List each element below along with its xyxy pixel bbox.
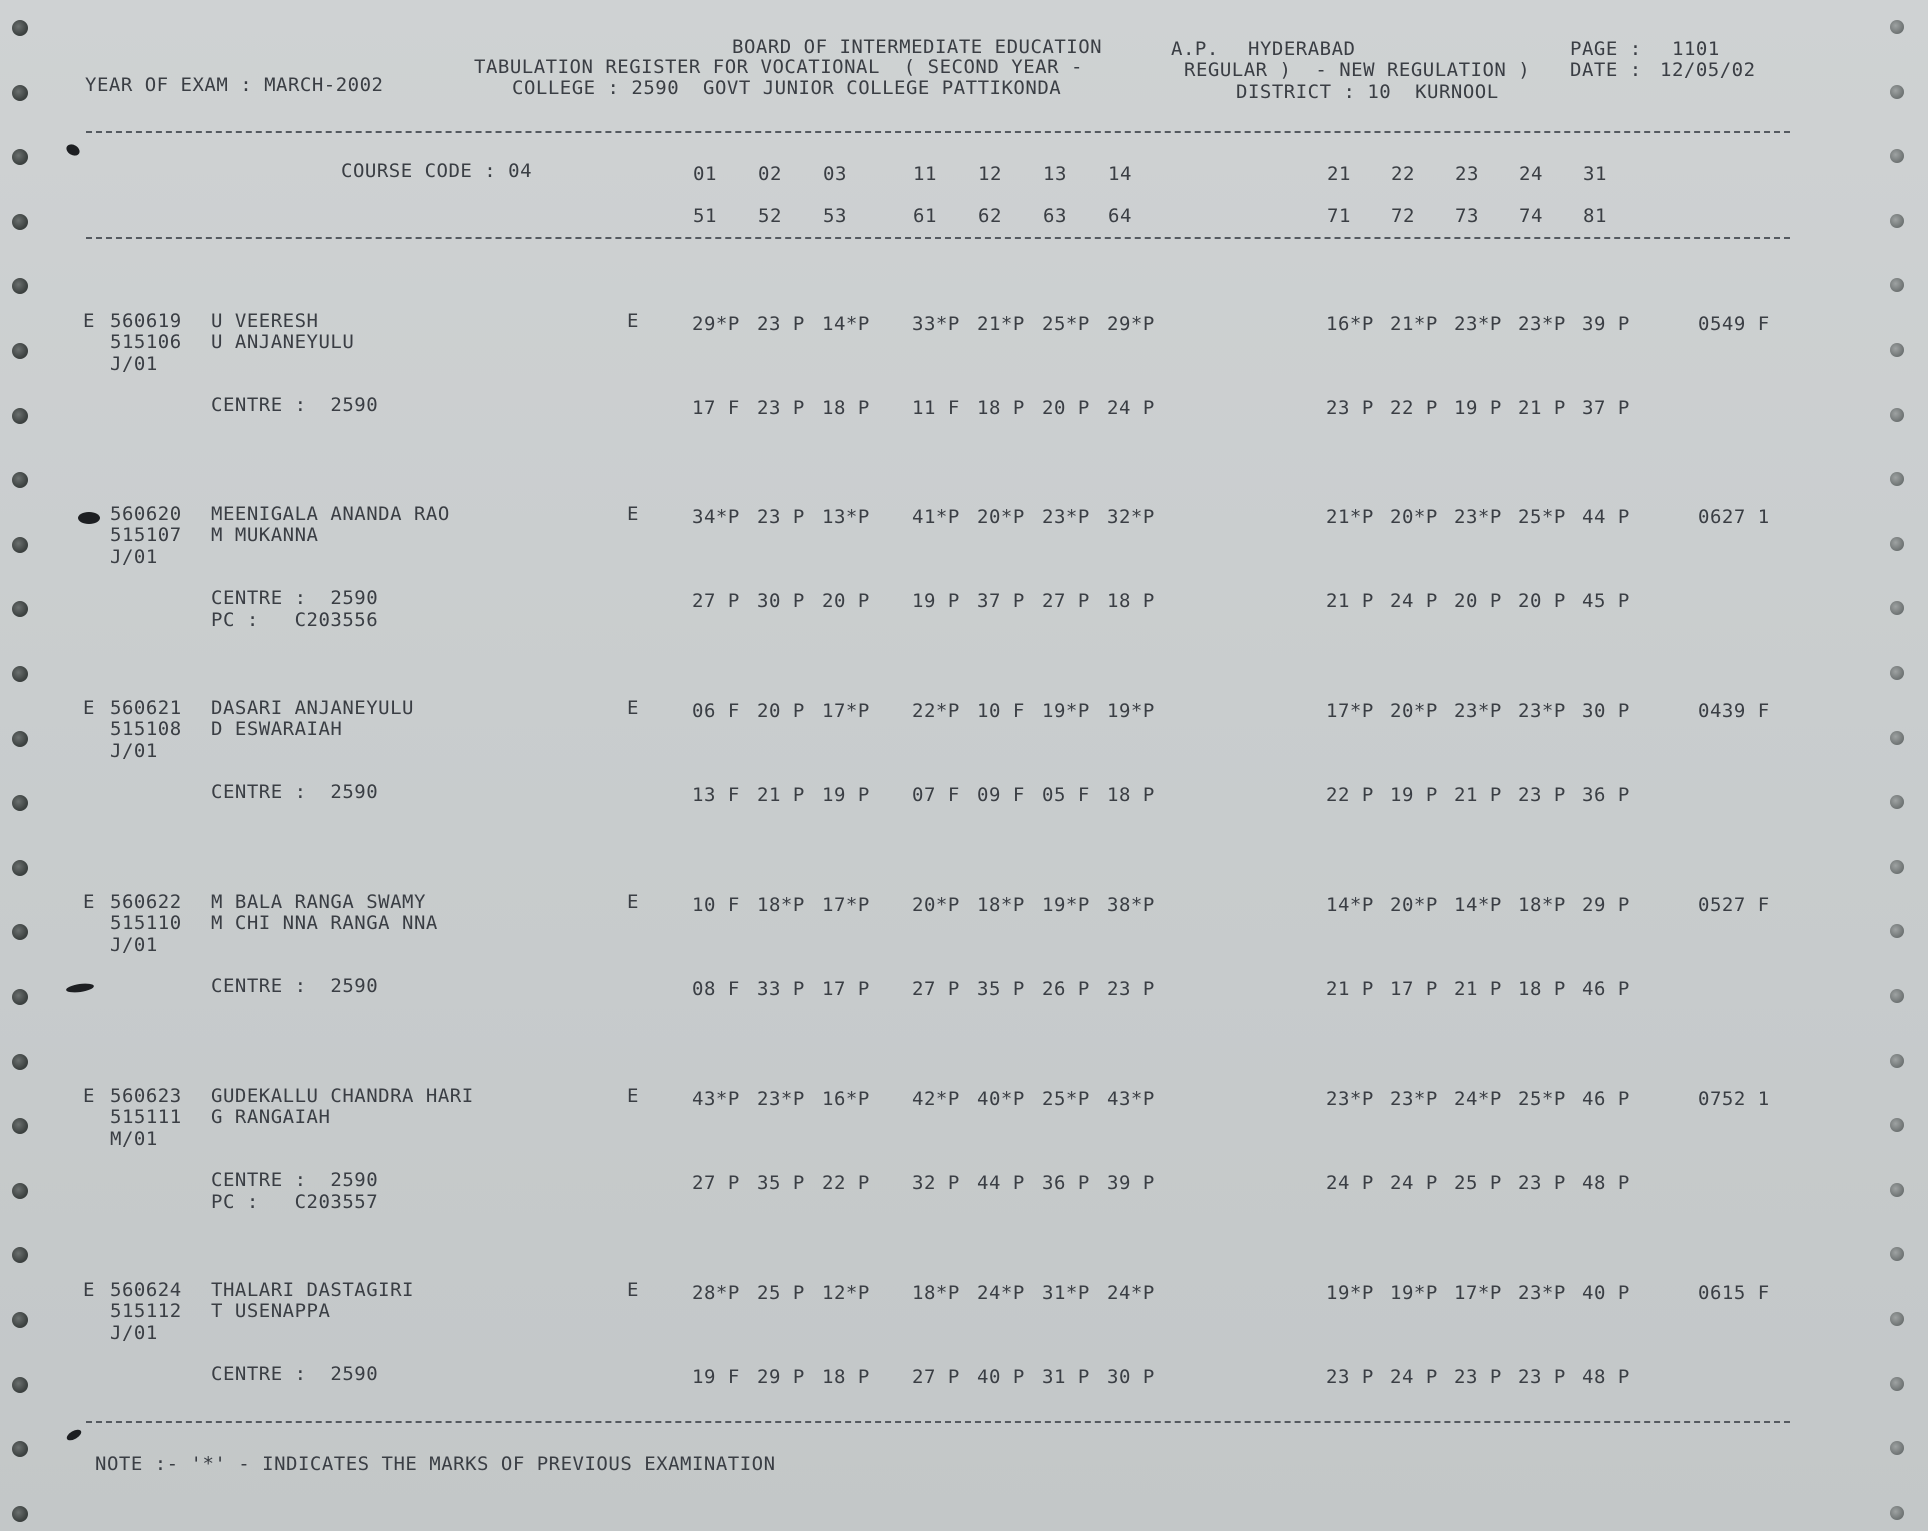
mark-second: 23 P	[1454, 1366, 1502, 1388]
mark-second: 07 F	[912, 784, 960, 806]
subject-code: 72	[1391, 205, 1415, 227]
mark-second: 48 P	[1582, 1172, 1630, 1194]
roll-number: 560621	[110, 697, 182, 719]
mark-current: 14*P	[1454, 894, 1502, 916]
student-name: GUDEKALLU CHANDRA HARI	[211, 1085, 474, 1107]
divider-header	[86, 237, 1790, 239]
subject-code: 74	[1519, 205, 1543, 227]
mark-current: 31*P	[1042, 1282, 1090, 1304]
registration-number: 515111	[110, 1106, 182, 1128]
mark-current: 23*P	[1454, 313, 1502, 335]
total-result: 0549 F	[1698, 313, 1770, 335]
mark-second: 13 F	[692, 784, 740, 806]
mark-second: 22 P	[822, 1172, 870, 1194]
medium: E	[627, 310, 639, 332]
date: 12/05/02	[1660, 59, 1756, 81]
mark-current: 19*P	[1326, 1282, 1374, 1304]
feed-hole-left	[12, 343, 28, 359]
mark-current: 29*P	[1107, 313, 1155, 335]
mark-second: 39 P	[1107, 1172, 1155, 1194]
mark-second: 23 P	[1107, 978, 1155, 1000]
mark-current: 25*P	[1518, 1088, 1566, 1110]
feed-hole-right	[1890, 472, 1904, 486]
group-code: J/01	[110, 546, 158, 568]
mark-current: 39 P	[1582, 313, 1630, 335]
feed-hole-left	[12, 924, 28, 940]
mark-second: 19 P	[912, 590, 960, 612]
total-result: 0439 F	[1698, 700, 1770, 722]
page-label: PAGE :	[1570, 38, 1642, 60]
mark-current: 10 F	[977, 700, 1025, 722]
mark-second: 23 P	[1518, 1366, 1566, 1388]
mark-second: 21 P	[1518, 397, 1566, 419]
mark-second: 35 P	[757, 1172, 805, 1194]
roll-number: 560622	[110, 891, 182, 913]
mark-current: 32*P	[1107, 506, 1155, 528]
parent-name: D ESWARAIAH	[211, 718, 343, 740]
mark-current: 18*P	[977, 894, 1025, 916]
subject-code: 13	[1043, 163, 1067, 185]
ink-mark	[66, 982, 95, 994]
mark-current: 23*P	[1326, 1088, 1374, 1110]
subject-code: 03	[823, 163, 847, 185]
student-name: M BALA RANGA SWAMY	[211, 891, 426, 913]
mark-second: 36 P	[1582, 784, 1630, 806]
centre: CENTRE : 2590	[211, 975, 379, 997]
feed-hole-left	[12, 214, 28, 230]
page-number: 1101	[1672, 38, 1720, 60]
mark-current: 29 P	[1582, 894, 1630, 916]
mark-second: 17 P	[1390, 978, 1438, 1000]
feed-hole-left	[12, 408, 28, 424]
mark-second: 17 F	[692, 397, 740, 419]
group-code: J/01	[110, 740, 158, 762]
total-result: 0615 F	[1698, 1282, 1770, 1304]
mark-current: 23*P	[1518, 700, 1566, 722]
mark-second: 18 P	[1518, 978, 1566, 1000]
mark-current: 18*P	[912, 1282, 960, 1304]
feed-hole-left	[12, 20, 28, 36]
feed-hole-left	[12, 1506, 28, 1522]
feed-hole-left	[12, 472, 28, 488]
mark-current: 20*P	[1390, 894, 1438, 916]
mark-current: 33*P	[912, 313, 960, 335]
registration-number: 515107	[110, 524, 182, 546]
mark-current: 20*P	[1390, 700, 1438, 722]
mark-second: 36 P	[1042, 1172, 1090, 1194]
mark-current: 16*P	[822, 1088, 870, 1110]
feed-hole-left	[12, 1118, 28, 1134]
mark-second: 25 P	[1454, 1172, 1502, 1194]
mark-current: 21*P	[1390, 313, 1438, 335]
feed-hole-right	[1890, 1118, 1904, 1132]
feed-hole-right	[1890, 408, 1904, 422]
mark-current: 19*P	[1042, 700, 1090, 722]
mark-current: 23*P	[1454, 700, 1502, 722]
mark-current: 24*P	[1107, 1282, 1155, 1304]
subject-code: 31	[1583, 163, 1607, 185]
mark-current: 20*P	[912, 894, 960, 916]
student-name: MEENIGALA ANANDA RAO	[211, 503, 450, 525]
feed-hole-left	[12, 1377, 28, 1393]
record-prefix: E	[83, 1279, 95, 1301]
mark-second: 24 P	[1390, 1366, 1438, 1388]
total-result: 0527 F	[1698, 894, 1770, 916]
subject-code: 02	[758, 163, 782, 185]
group-code: M/01	[110, 1128, 158, 1150]
roll-number: 560624	[110, 1279, 182, 1301]
feed-hole-right	[1890, 1183, 1904, 1197]
mark-current: 20*P	[1390, 506, 1438, 528]
student-name: THALARI DASTAGIRI	[211, 1279, 414, 1301]
mark-second: 23 P	[1518, 1172, 1566, 1194]
subject-code: 53	[823, 205, 847, 227]
centre: CENTRE : 2590	[211, 1169, 379, 1191]
mark-second: 11 F	[912, 397, 960, 419]
subject-code: 22	[1391, 163, 1415, 185]
feed-hole-left	[12, 860, 28, 876]
mark-current: 06 F	[692, 700, 740, 722]
centre: CENTRE : 2590	[211, 394, 379, 416]
feed-hole-left	[12, 149, 28, 165]
parent-name: U ANJANEYULU	[211, 331, 355, 353]
mark-current: 23*P	[757, 1088, 805, 1110]
mark-second: 33 P	[757, 978, 805, 1000]
mark-second: 17 P	[822, 978, 870, 1000]
mark-current: 23*P	[1042, 506, 1090, 528]
mark-second: 31 P	[1042, 1366, 1090, 1388]
feed-hole-left	[12, 731, 28, 747]
mark-current: 44 P	[1582, 506, 1630, 528]
mark-second: 19 P	[822, 784, 870, 806]
mark-current: 23*P	[1390, 1088, 1438, 1110]
mark-current: 12*P	[822, 1282, 870, 1304]
mark-second: 18 P	[822, 1366, 870, 1388]
feed-hole-left	[12, 795, 28, 811]
city: HYDERABAD	[1248, 38, 1356, 60]
mark-second: 23 P	[1518, 784, 1566, 806]
mark-second: 22 P	[1326, 784, 1374, 806]
student-name: DASARI ANJANEYULU	[211, 697, 414, 719]
group-code: J/01	[110, 1322, 158, 1344]
mark-second: 22 P	[1390, 397, 1438, 419]
mark-current: 18*P	[1518, 894, 1566, 916]
feed-hole-right	[1890, 601, 1904, 615]
mark-second: 45 P	[1582, 590, 1630, 612]
mark-current: 19*P	[1390, 1282, 1438, 1304]
course-code: COURSE CODE : 04	[341, 160, 533, 182]
mark-second: 20 P	[1042, 397, 1090, 419]
mark-second: 30 P	[1107, 1366, 1155, 1388]
pc-number: PC : C203556	[211, 609, 379, 631]
subject-code: 23	[1455, 163, 1479, 185]
mark-second: 24 P	[1107, 397, 1155, 419]
feed-hole-left	[12, 1183, 28, 1199]
mark-second: 46 P	[1582, 978, 1630, 1000]
mark-second: 48 P	[1582, 1366, 1630, 1388]
record-prefix: E	[83, 697, 95, 719]
feed-hole-right	[1890, 989, 1904, 1003]
footnote: NOTE :- '*' - INDICATES THE MARKS OF PREVIOUS EXAMINATION	[95, 1453, 776, 1475]
subject-code: 21	[1327, 163, 1351, 185]
feed-hole-left	[12, 666, 28, 682]
mark-current: 28*P	[692, 1282, 740, 1304]
divider-bottom	[86, 1421, 1790, 1423]
mark-second: 32 P	[912, 1172, 960, 1194]
ink-mark	[78, 512, 100, 524]
mark-current: 42*P	[912, 1088, 960, 1110]
feed-hole-left	[12, 85, 28, 101]
mark-current: 43*P	[1107, 1088, 1155, 1110]
medium: E	[627, 1085, 639, 1107]
mark-second: 05 F	[1042, 784, 1090, 806]
mark-second: 30 P	[757, 590, 805, 612]
feed-hole-right	[1890, 731, 1904, 745]
mark-second: 21 P	[1326, 978, 1374, 1000]
feed-hole-right	[1890, 1377, 1904, 1391]
mark-current: 10 F	[692, 894, 740, 916]
mark-current: 16*P	[1326, 313, 1374, 335]
mark-current: 23*P	[1518, 313, 1566, 335]
date-label: DATE :	[1570, 59, 1642, 81]
mark-second: 37 P	[977, 590, 1025, 612]
mark-current: 29*P	[692, 313, 740, 335]
mark-current: 17*P	[1326, 700, 1374, 722]
feed-hole-right	[1890, 1441, 1904, 1455]
mark-second: 18 P	[1107, 784, 1155, 806]
subject-code: 63	[1043, 205, 1067, 227]
mark-second: 44 P	[977, 1172, 1025, 1194]
centre: CENTRE : 2590	[211, 1363, 379, 1385]
feed-hole-right	[1890, 1054, 1904, 1068]
feed-hole-right	[1890, 1312, 1904, 1326]
mark-current: 23*P	[1518, 1282, 1566, 1304]
mark-current: 30 P	[1582, 700, 1630, 722]
registration-number: 515108	[110, 718, 182, 740]
subject-code: 01	[693, 163, 717, 185]
mark-current: 13*P	[822, 506, 870, 528]
subject-code: 12	[978, 163, 1002, 185]
mark-current: 40*P	[977, 1088, 1025, 1110]
feed-hole-left	[12, 601, 28, 617]
mark-current: 19*P	[1042, 894, 1090, 916]
mark-second: 18 P	[1107, 590, 1155, 612]
subject-code: 61	[913, 205, 937, 227]
registration-number: 515106	[110, 331, 182, 353]
centre: CENTRE : 2590	[211, 587, 379, 609]
feed-hole-right	[1890, 343, 1904, 357]
subject-code: 73	[1455, 205, 1479, 227]
roll-number: 560619	[110, 310, 182, 332]
mark-second: 27 P	[692, 1172, 740, 1194]
mark-second: 27 P	[912, 978, 960, 1000]
mark-current: 34*P	[692, 506, 740, 528]
mark-current: 21*P	[1326, 506, 1374, 528]
record-prefix: E	[83, 310, 95, 332]
mark-current: 23*P	[1454, 506, 1502, 528]
record-prefix: E	[83, 891, 95, 913]
feed-hole-right	[1890, 924, 1904, 938]
regulation: REGULAR ) - NEW REGULATION )	[1184, 59, 1531, 81]
mark-second: 19 P	[1454, 397, 1502, 419]
feed-hole-left	[12, 1441, 28, 1457]
roll-number: 560623	[110, 1085, 182, 1107]
feed-hole-right	[1890, 85, 1904, 99]
centre: CENTRE : 2590	[211, 781, 379, 803]
college: COLLEGE : 2590 GOVT JUNIOR COLLEGE PATTIKONDA	[512, 77, 1062, 99]
medium: E	[627, 891, 639, 913]
mark-current: 17*P	[822, 700, 870, 722]
total-result: 0752 1	[1698, 1088, 1770, 1110]
mark-second: 24 P	[1390, 1172, 1438, 1194]
year-of-exam: YEAR OF EXAM : MARCH-2002	[85, 74, 384, 96]
medium: E	[627, 697, 639, 719]
mark-second: 35 P	[977, 978, 1025, 1000]
parent-name: G RANGAIAH	[211, 1106, 331, 1128]
medium: E	[627, 1279, 639, 1301]
mark-second: 21 P	[1326, 590, 1374, 612]
mark-second: 21 P	[757, 784, 805, 806]
mark-current: 17*P	[1454, 1282, 1502, 1304]
mark-current: 14*P	[822, 313, 870, 335]
parent-name: M CHI NNA RANGA NNA	[211, 912, 438, 934]
feed-hole-right	[1890, 795, 1904, 809]
mark-current: 24*P	[1454, 1088, 1502, 1110]
mark-current: 20 P	[757, 700, 805, 722]
mark-current: 46 P	[1582, 1088, 1630, 1110]
group-code: J/01	[110, 353, 158, 375]
mark-current: 19*P	[1107, 700, 1155, 722]
parent-name: M MUKANNA	[211, 524, 319, 546]
district: DISTRICT : 10 KURNOOL	[1236, 81, 1499, 103]
feed-hole-left	[12, 989, 28, 1005]
registration-number: 515112	[110, 1300, 182, 1322]
mark-second: 20 P	[1454, 590, 1502, 612]
feed-hole-right	[1890, 149, 1904, 163]
board-title: BOARD OF INTERMEDIATE EDUCATION	[732, 36, 1103, 58]
mark-second: 18 P	[822, 397, 870, 419]
mark-second: 20 P	[822, 590, 870, 612]
mark-current: 25 P	[757, 1282, 805, 1304]
mark-current: 25*P	[1042, 313, 1090, 335]
feed-hole-left	[12, 278, 28, 294]
mark-current: 22*P	[912, 700, 960, 722]
mark-second: 27 P	[692, 590, 740, 612]
mark-current: 18*P	[757, 894, 805, 916]
mark-current: 40 P	[1582, 1282, 1630, 1304]
mark-second: 08 F	[692, 978, 740, 1000]
mark-second: 23 P	[1326, 1366, 1374, 1388]
mark-current: 25*P	[1042, 1088, 1090, 1110]
record-prefix: E	[83, 1085, 95, 1107]
registration-number: 515110	[110, 912, 182, 934]
feed-hole-right	[1890, 537, 1904, 551]
mark-second: 19 P	[1390, 784, 1438, 806]
student-name: U VEERESH	[211, 310, 319, 332]
mark-current: 21*P	[977, 313, 1025, 335]
subject-code: 14	[1108, 163, 1132, 185]
mark-second: 21 P	[1454, 784, 1502, 806]
feed-hole-right	[1890, 666, 1904, 680]
subject-code: 62	[978, 205, 1002, 227]
roll-number: 560620	[110, 503, 182, 525]
parent-name: T USENAPPA	[211, 1300, 331, 1322]
mark-second: 23 P	[757, 397, 805, 419]
mark-second: 24 P	[1326, 1172, 1374, 1194]
mark-second: 24 P	[1390, 590, 1438, 612]
mark-current: 25*P	[1518, 506, 1566, 528]
subject-code: 11	[913, 163, 937, 185]
medium: E	[627, 503, 639, 525]
feed-hole-left	[12, 1247, 28, 1263]
mark-second: 27 P	[1042, 590, 1090, 612]
feed-hole-right	[1890, 20, 1904, 34]
mark-second: 26 P	[1042, 978, 1090, 1000]
mark-second: 37 P	[1582, 397, 1630, 419]
mark-second: 29 P	[757, 1366, 805, 1388]
mark-second: 23 P	[1326, 397, 1374, 419]
mark-second: 20 P	[1518, 590, 1566, 612]
total-result: 0627 1	[1698, 506, 1770, 528]
subject-code: 52	[758, 205, 782, 227]
mark-second: 40 P	[977, 1366, 1025, 1388]
subject-code: 51	[693, 205, 717, 227]
mark-current: 23 P	[757, 313, 805, 335]
mark-second: 21 P	[1454, 978, 1502, 1000]
feed-hole-right	[1890, 1247, 1904, 1261]
feed-hole-right	[1890, 278, 1904, 292]
mark-current: 38*P	[1107, 894, 1155, 916]
group-code: J/01	[110, 934, 158, 956]
mark-current: 41*P	[912, 506, 960, 528]
feed-hole-left	[12, 537, 28, 553]
subject-code: 81	[1583, 205, 1607, 227]
subject-code: 24	[1519, 163, 1543, 185]
feed-hole-right	[1890, 1506, 1904, 1520]
subject-code: 64	[1108, 205, 1132, 227]
mark-second: 18 P	[977, 397, 1025, 419]
mark-current: 17*P	[822, 894, 870, 916]
mark-current: 24*P	[977, 1282, 1025, 1304]
ink-mark	[65, 1428, 83, 1443]
register-title: TABULATION REGISTER FOR VOCATIONAL ( SECOND YEAR -	[474, 56, 1083, 78]
mark-second: 19 F	[692, 1366, 740, 1388]
pc-number: PC : C203557	[211, 1191, 379, 1213]
feed-hole-right	[1890, 860, 1904, 874]
ink-mark	[64, 142, 81, 158]
mark-current: 14*P	[1326, 894, 1374, 916]
feed-hole-right	[1890, 214, 1904, 228]
mark-second: 27 P	[912, 1366, 960, 1388]
feed-hole-left	[12, 1312, 28, 1328]
mark-current: 43*P	[692, 1088, 740, 1110]
subject-code: 71	[1327, 205, 1351, 227]
mark-current: 23 P	[757, 506, 805, 528]
divider-top	[86, 131, 1790, 133]
state: A.P.	[1171, 38, 1219, 60]
mark-current: 20*P	[977, 506, 1025, 528]
mark-second: 09 F	[977, 784, 1025, 806]
feed-hole-left	[12, 1054, 28, 1070]
